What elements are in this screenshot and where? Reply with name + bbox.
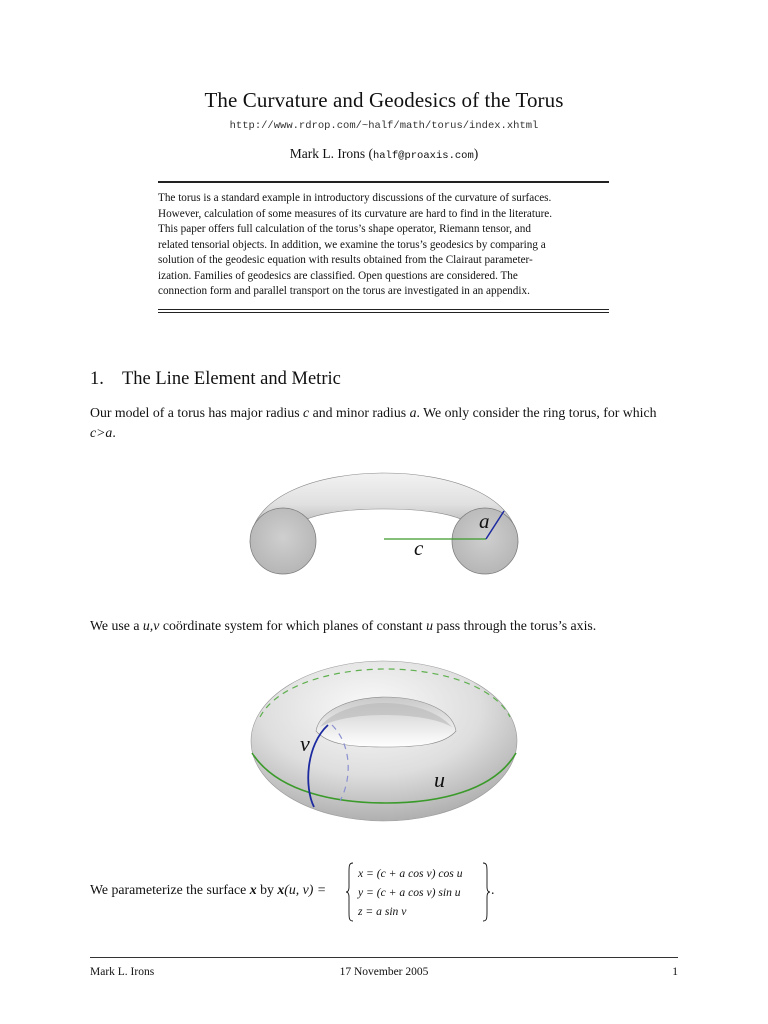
author-email[interactable]: half@proaxis.com [372,150,474,162]
page-number: 1 [672,966,678,978]
equation-system [346,862,496,922]
abstract-line: solution of the geodesic equation with results obtained from the Clairaut parameter- [158,254,533,266]
text-run: pass through the torus’s axis. [432,618,597,633]
text-run: coördinate system for which planes of constant [159,618,427,633]
left-brace [346,862,354,922]
text-run: We parameterize the surface [90,882,250,897]
equation-z: z = a sin v [358,905,407,918]
abstract-line: This paper offers full calculation of the torus’s shape operator, Riemann tensor, and [158,223,531,235]
text-run: . [112,425,116,440]
abstract-line: The torus is a standard example in introductory discussions of the curvature of surfaces. [158,192,552,204]
abstract-line: related tensorial objects. In addition, we examine the torus’s geodesics by comparing a [158,238,546,251]
math-u: u [426,618,433,633]
label-c: c [414,536,424,560]
text-run: We use a [90,618,143,633]
abstract-line: However, calculation of some measures of its curvature are hard to find in the literature. [158,207,553,220]
torus-uv-figure [248,655,520,823]
author-line: Mark L. Irons (half@proaxis.com) [289,146,479,162]
right-brace [482,862,490,922]
paragraph-torus-model [90,403,680,443]
math-c: c [303,405,310,420]
torus-radii-figure [248,465,520,577]
abstract-top-rule [158,181,609,183]
abstract-bottom-rule [158,309,609,310]
parameterization-text [90,882,326,898]
math-x-bold: x [249,882,257,897]
math-x-function: x [277,882,285,897]
section-heading [90,369,341,390]
footer-date: 17 November 2005 [339,966,429,978]
label-a: a [479,509,490,533]
text-run: Our model of a torus has major radius [90,405,304,420]
paper-title: The Curvature and Geodesics of the Torus [204,88,564,112]
abstract-bottom-rule [158,312,609,313]
section-number: 1. [90,369,104,389]
footer-rule [90,957,678,958]
equation-x: x = (c + a cos v) cos u [358,867,463,880]
text-run: and minor radius [309,405,410,420]
footer-author: Mark L. Irons [90,966,155,978]
paper-url[interactable]: http://www.rdrop.com/~half/math/torus/index.xhtml [229,120,539,132]
equation-y: y = (c + a cos v) sin u [358,886,461,899]
equation-lines [358,864,463,921]
abstract [158,191,609,300]
text-run: by [256,882,278,897]
paragraph-coordinates [90,616,680,636]
equation-period: . [491,882,495,897]
text-run: . We only consider the ring torus, for which [416,405,657,420]
math-a: a [409,405,417,420]
math-args: (u, v) = [284,882,327,897]
label-u: u [434,767,445,792]
abstract-line: connection form and parallel transport on the torus are investigated in an appendix. [158,285,530,297]
label-v: v [300,731,310,756]
math-condition: c>a [90,425,113,440]
math-uv: u,v [142,618,160,633]
abstract-line: ization. Families of geodesics are classified. Open questions are considered. The [158,269,518,282]
author-name: Mark L. Irons [289,146,366,161]
section-title: The Line Element and Metric [122,369,341,389]
